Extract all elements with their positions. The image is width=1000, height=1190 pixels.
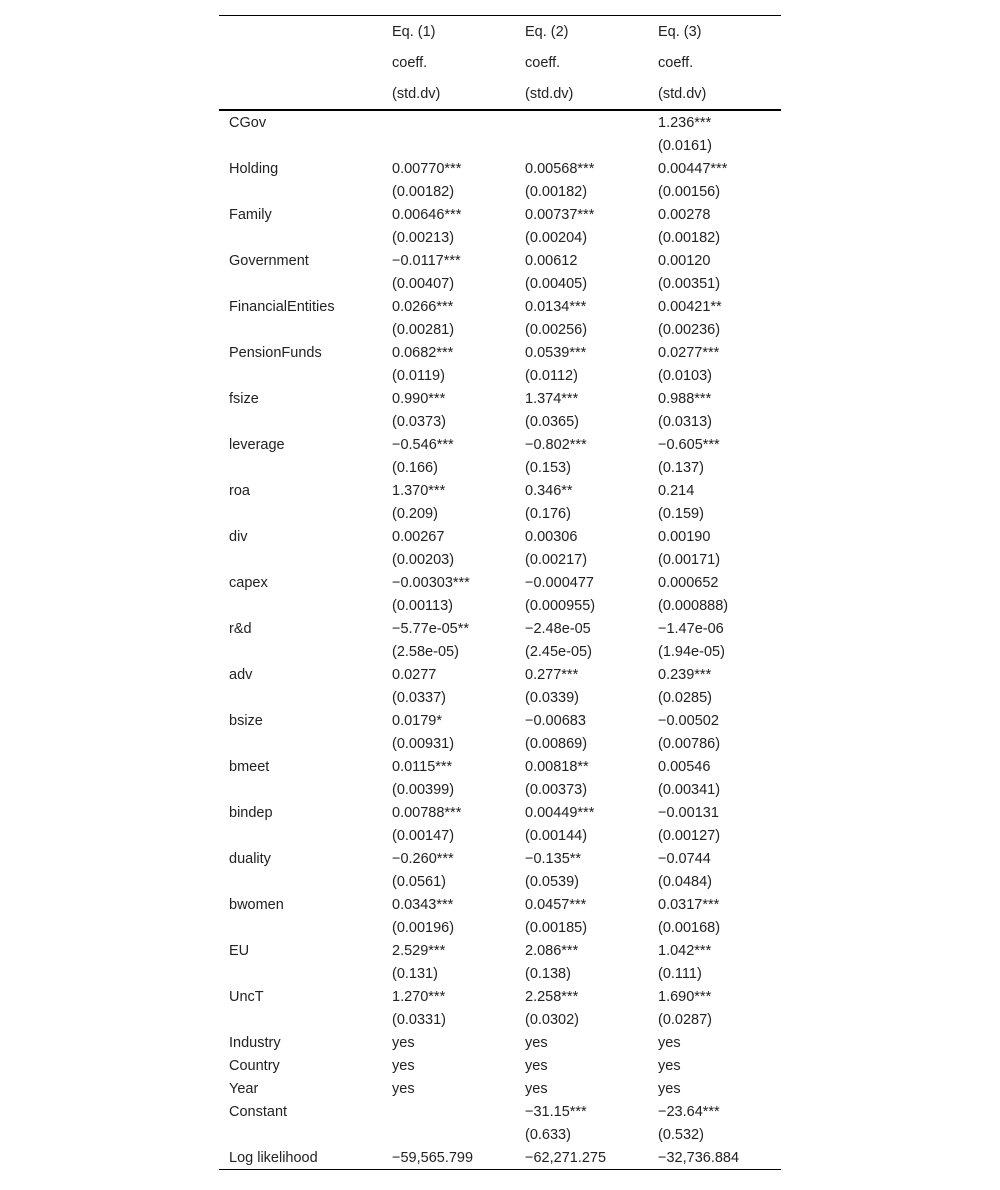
- table-row: [219, 594, 781, 617]
- row-label: [219, 916, 382, 939]
- cell-eq2: (2.45e-05): [525, 643, 592, 660]
- table-row: [219, 617, 781, 640]
- table-row: [219, 1123, 781, 1146]
- cell-eq3: (0.00236): [658, 321, 721, 338]
- cell-eq1: 0.0277: [392, 666, 437, 683]
- regression-table: [219, 15, 781, 1170]
- cell-eq1: (0.0337): [392, 689, 447, 706]
- row-label: div: [229, 528, 248, 545]
- row-label: PensionFunds: [229, 344, 322, 361]
- cell-eq2: yes: [525, 1057, 548, 1074]
- cell-eq3: (0.159): [658, 505, 704, 522]
- cell-eq2: (0.0112): [525, 367, 578, 384]
- cell-eq1: 0.0266***: [392, 298, 454, 315]
- table-row: [219, 1146, 781, 1170]
- cell-eq1: yes: [392, 1080, 415, 1097]
- cell-eq3: −0.00502: [658, 712, 719, 729]
- cell-eq2: (0.153): [525, 459, 571, 476]
- cell-eq1: (0.166): [392, 459, 438, 476]
- table-row: [219, 1054, 781, 1077]
- table-row: [219, 985, 781, 1008]
- row-label: bmeet: [229, 758, 270, 775]
- cell-eq2: 0.00306: [525, 528, 578, 545]
- cell-eq3: (0.0484): [658, 873, 713, 890]
- header-row-equation: [219, 16, 781, 48]
- cell-eq1: −0.0117***: [392, 252, 461, 269]
- header-stddv-3: (std.dv): [648, 78, 781, 110]
- cell-eq3: (0.532): [658, 1126, 704, 1143]
- table-row: [219, 893, 781, 916]
- row-label: [219, 456, 382, 479]
- cell-eq3: (0.00156): [658, 183, 721, 200]
- table-row: [219, 134, 781, 157]
- table-row: [219, 456, 781, 479]
- cell-eq3: 0.00278: [658, 206, 711, 223]
- cell-eq1: (0.00196): [392, 919, 455, 936]
- row-label: Country: [229, 1057, 280, 1074]
- cell-eq3: 0.00421**: [658, 298, 722, 315]
- row-label: adv: [229, 666, 253, 683]
- cell-eq1: (0.0119): [392, 367, 445, 384]
- table-row: [219, 1100, 781, 1123]
- cell-eq1: (0.00213): [392, 229, 455, 246]
- table-row: [219, 571, 781, 594]
- table-row: [219, 962, 781, 985]
- table-row: [219, 732, 781, 755]
- cell-eq3: −32,736.884: [648, 1146, 781, 1170]
- cell-eq2: yes: [525, 1080, 548, 1097]
- row-label: capex: [229, 574, 268, 591]
- table-header: [219, 16, 781, 111]
- cell-eq1: (0.209): [392, 505, 438, 522]
- row-label: bindep: [229, 804, 273, 821]
- row-label: Industry: [229, 1034, 281, 1051]
- cell-eq2: −0.000477: [525, 574, 594, 591]
- row-label: Family: [229, 206, 272, 223]
- header-eq2: Eq. (2): [515, 16, 648, 48]
- cell-eq1: (0.0561): [392, 873, 447, 890]
- cell-eq2: −62,271.275: [515, 1146, 648, 1170]
- cell-eq3: 0.239***: [658, 666, 712, 683]
- cell-eq2: [515, 134, 648, 157]
- cell-eq1: −59,565.799: [382, 1146, 515, 1170]
- cell-eq3: (0.00168): [658, 919, 721, 936]
- table-row: [219, 1031, 781, 1054]
- row-label: [219, 364, 382, 387]
- cell-eq1: 1.270***: [392, 988, 446, 1005]
- cell-eq1: (0.00281): [392, 321, 455, 338]
- cell-eq2: (0.138): [525, 965, 571, 982]
- cell-eq3: yes: [658, 1034, 681, 1051]
- row-label: fsize: [229, 390, 259, 407]
- cell-eq3: 0.988***: [658, 390, 712, 407]
- table-row: [219, 180, 781, 203]
- table-row: [219, 870, 781, 893]
- cell-eq2: (0.633): [525, 1126, 571, 1143]
- table-row: [219, 548, 781, 571]
- row-label: Government: [229, 252, 309, 269]
- table-row: [219, 341, 781, 364]
- cell-eq3: (0.137): [658, 459, 704, 476]
- cell-eq3: (0.00351): [658, 275, 721, 292]
- cell-eq2: 0.00568***: [525, 160, 595, 177]
- cell-eq2: 1.374***: [525, 390, 579, 407]
- table-row: [219, 755, 781, 778]
- cell-eq3: 0.00190: [658, 528, 711, 545]
- cell-eq1: [382, 110, 515, 134]
- cell-eq1: (0.0331): [392, 1011, 447, 1028]
- row-label: [219, 548, 382, 571]
- cell-eq1: −0.546***: [392, 436, 454, 453]
- cell-eq1: [382, 1100, 515, 1123]
- row-label: [219, 824, 382, 847]
- cell-eq3: 1.690***: [658, 988, 712, 1005]
- row-label: Log likelihood: [219, 1146, 382, 1170]
- cell-eq3: (0.00127): [658, 827, 721, 844]
- cell-eq3: yes: [658, 1057, 681, 1074]
- cell-eq2: (0.00869): [525, 735, 588, 752]
- row-label: duality: [229, 850, 271, 867]
- row-label: Constant: [229, 1103, 288, 1120]
- cell-eq3: 0.0277***: [658, 344, 720, 361]
- header-stddv-1: (std.dv): [382, 78, 515, 110]
- cell-eq1: 0.0115***: [392, 758, 453, 775]
- cell-eq1: (0.0373): [392, 413, 447, 430]
- table-row: [219, 778, 781, 801]
- cell-eq3: 0.00546: [658, 758, 711, 775]
- row-label: [219, 226, 382, 249]
- cell-eq3: −23.64***: [658, 1103, 720, 1120]
- cell-eq2: −0.00683: [525, 712, 586, 729]
- header-coeff-1: coeff.: [392, 54, 428, 71]
- cell-eq1: (0.00113): [392, 597, 453, 614]
- table-row: [219, 295, 781, 318]
- cell-eq3: 0.0317***: [658, 896, 720, 913]
- row-label: CGov: [229, 114, 267, 131]
- row-label: [219, 1008, 382, 1031]
- cell-eq1: (0.00931): [392, 735, 455, 752]
- cell-eq1: 0.00788***: [392, 804, 462, 821]
- table-row: [219, 686, 781, 709]
- cell-eq3: 0.214: [658, 482, 695, 499]
- table-row: [219, 387, 781, 410]
- cell-eq3: (0.0285): [658, 689, 713, 706]
- header-coeff-3: coeff.: [658, 54, 694, 71]
- cell-eq2: (0.00373): [525, 781, 588, 798]
- header-blank-cell: [219, 47, 382, 78]
- header-row-stddv: [219, 78, 781, 110]
- row-label: r&d: [229, 620, 252, 637]
- cell-eq2: 2.258***: [525, 988, 579, 1005]
- cell-eq1: yes: [392, 1057, 415, 1074]
- table-row: [219, 226, 781, 249]
- cell-eq3: (0.0287): [658, 1011, 713, 1028]
- row-label: [219, 502, 382, 525]
- cell-eq2: 0.277***: [525, 666, 579, 683]
- cell-eq3: 0.000652: [658, 574, 719, 591]
- cell-eq2: (0.000955): [525, 597, 596, 614]
- row-label: [219, 732, 382, 755]
- table-row: [219, 249, 781, 272]
- header-stddv-2: (std.dv): [515, 78, 648, 110]
- cell-eq3: 1.042***: [658, 942, 712, 959]
- cell-eq3: (0.00786): [658, 735, 721, 752]
- table-row: [219, 318, 781, 341]
- table-row: [219, 410, 781, 433]
- cell-eq3: (0.111): [658, 965, 702, 982]
- row-label: [219, 272, 382, 295]
- cell-eq2: −0.802***: [525, 436, 587, 453]
- row-label: bsize: [229, 712, 263, 729]
- cell-eq3: −0.0744: [658, 850, 711, 867]
- header-coeff-2: coeff.: [525, 54, 561, 71]
- table-row: [219, 916, 781, 939]
- cell-eq2: (0.00185): [525, 919, 588, 936]
- table-body: [219, 110, 781, 1170]
- header-blank-cell: [219, 78, 382, 110]
- cell-eq1: [382, 1123, 515, 1146]
- row-label: [219, 640, 382, 663]
- cell-eq2: (0.0339): [525, 689, 580, 706]
- table-row: [219, 479, 781, 502]
- cell-eq1: 0.990***: [392, 390, 446, 407]
- cell-eq2: (0.00256): [525, 321, 588, 338]
- table-row: [219, 847, 781, 870]
- row-label: leverage: [229, 436, 285, 453]
- cell-eq2: 0.0134***: [525, 298, 587, 315]
- row-label: [219, 180, 382, 203]
- header-eq1: Eq. (1): [382, 16, 515, 48]
- cell-eq2: (0.0539): [525, 873, 580, 890]
- cell-eq2: (0.0365): [525, 413, 580, 430]
- table-row: [219, 1008, 781, 1031]
- table-row: [219, 364, 781, 387]
- table-row: [219, 663, 781, 686]
- table-row: [219, 801, 781, 824]
- cell-eq1: (0.131): [392, 965, 438, 982]
- row-label: bwomen: [229, 896, 284, 913]
- table-row: [219, 272, 781, 295]
- table-row: [219, 939, 781, 962]
- cell-eq1: (0.00399): [392, 781, 455, 798]
- table-row: [219, 110, 781, 134]
- cell-eq2: −31.15***: [525, 1103, 587, 1120]
- cell-eq2: 0.346**: [525, 482, 573, 499]
- cell-eq3: −0.00131: [658, 804, 719, 821]
- cell-eq1: 0.00267: [392, 528, 445, 545]
- cell-eq3: (0.00171): [658, 551, 721, 568]
- table-row: [219, 709, 781, 732]
- cell-eq2: 0.0457***: [525, 896, 587, 913]
- cell-eq3: 1.236***: [658, 114, 712, 131]
- cell-eq3: −0.605***: [658, 436, 720, 453]
- cell-eq3: (0.00341): [658, 781, 721, 798]
- cell-eq2: 0.0539***: [525, 344, 587, 361]
- cell-eq1: 2.529***: [392, 942, 446, 959]
- cell-eq1: 0.0682***: [392, 344, 454, 361]
- cell-eq2: 0.00818**: [525, 758, 589, 775]
- cell-eq3: yes: [658, 1080, 681, 1097]
- cell-eq1: −5.77e-05**: [392, 620, 469, 637]
- cell-eq1: 0.00770***: [392, 160, 462, 177]
- row-label: EU: [229, 942, 250, 959]
- cell-eq2: (0.0302): [525, 1011, 580, 1028]
- table-row: [219, 1077, 781, 1100]
- cell-eq2: 0.00612: [525, 252, 578, 269]
- regression-table-container: [219, 15, 781, 1170]
- table-row: [219, 640, 781, 663]
- table-row: [219, 525, 781, 548]
- cell-eq3: 0.00447***: [658, 160, 728, 177]
- row-label: [219, 962, 382, 985]
- cell-eq1: [382, 134, 515, 157]
- cell-eq3: (0.0103): [658, 367, 713, 384]
- cell-eq3: −1.47e-06: [658, 620, 724, 637]
- row-label: [219, 686, 382, 709]
- cell-eq1: −0.260***: [392, 850, 454, 867]
- cell-eq2: (0.00217): [525, 551, 588, 568]
- cell-eq1: −0.00303***: [392, 574, 470, 591]
- cell-eq2: (0.00204): [525, 229, 588, 246]
- cell-eq3: (0.000888): [658, 597, 729, 614]
- cell-eq2: (0.00144): [525, 827, 588, 844]
- row-label: [219, 1123, 382, 1146]
- row-label: [219, 134, 382, 157]
- cell-eq3: (0.00182): [658, 229, 721, 246]
- cell-eq2: [515, 110, 648, 134]
- table-row: [219, 157, 781, 180]
- cell-eq1: 0.00646***: [392, 206, 462, 223]
- cell-eq3: 0.00120: [658, 252, 711, 269]
- cell-eq1: (0.00147): [392, 827, 455, 844]
- row-label: [219, 870, 382, 893]
- cell-eq2: (0.00405): [525, 275, 588, 292]
- cell-eq1: (0.00407): [392, 275, 455, 292]
- cell-eq1: (0.00182): [392, 183, 455, 200]
- cell-eq1: yes: [392, 1034, 415, 1051]
- row-label: Year: [229, 1080, 259, 1097]
- row-label: roa: [229, 482, 250, 499]
- row-label: [219, 410, 382, 433]
- row-label: [219, 318, 382, 341]
- cell-eq2: 2.086***: [525, 942, 579, 959]
- cell-eq2: yes: [525, 1034, 548, 1051]
- row-label: [219, 594, 382, 617]
- cell-eq3: (1.94e-05): [658, 643, 725, 660]
- row-label: Holding: [229, 160, 279, 177]
- cell-eq2: 0.00449***: [525, 804, 595, 821]
- cell-eq2: (0.00182): [525, 183, 588, 200]
- cell-eq2: 0.00737***: [525, 206, 595, 223]
- table-row: [219, 203, 781, 226]
- table-row: [219, 824, 781, 847]
- header-eq3: Eq. (3): [648, 16, 781, 48]
- cell-eq2: −2.48e-05: [525, 620, 591, 637]
- cell-eq1: 0.0179*: [392, 712, 442, 729]
- row-label: [219, 778, 382, 801]
- cell-eq1: 0.0343***: [392, 896, 454, 913]
- header-blank-cell: [219, 16, 382, 48]
- cell-eq1: 1.370***: [392, 482, 446, 499]
- cell-eq3: (0.0313): [658, 413, 713, 430]
- cell-eq1: (0.00203): [392, 551, 455, 568]
- row-label: UncT: [229, 988, 264, 1005]
- row-label: FinancialEntities: [229, 298, 335, 315]
- table-row: [219, 502, 781, 525]
- cell-eq3: (0.0161): [658, 137, 713, 154]
- cell-eq1: (2.58e-05): [392, 643, 459, 660]
- cell-eq2: −0.135**: [525, 850, 582, 867]
- cell-eq2: (0.176): [525, 505, 571, 522]
- table-row: [219, 433, 781, 456]
- header-row-coeff: [219, 47, 781, 78]
